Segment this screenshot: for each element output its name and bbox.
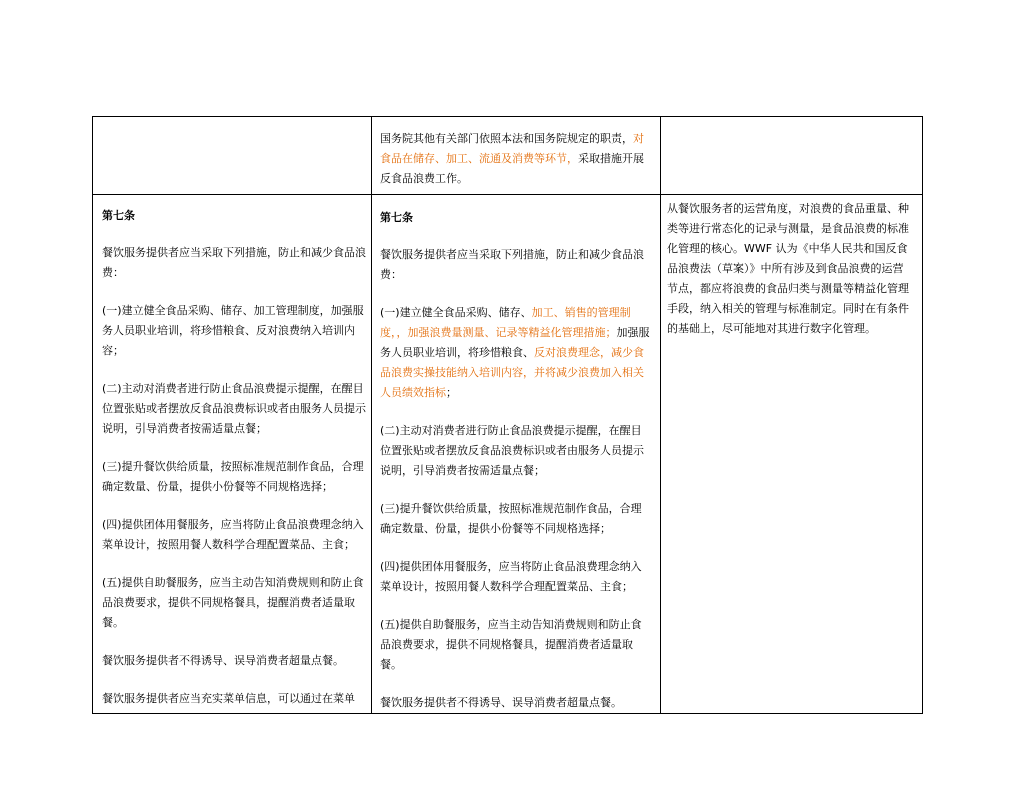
highlighted-change: 对食品在储存、加工、流通及消费等环节， — [380, 132, 644, 165]
row2-suggested-cell — [372, 195, 661, 714]
article-heading: 第七条 — [380, 211, 413, 224]
row2-original-cell — [93, 195, 372, 714]
article-paragraph-1: 餐饮服务提供者不得诱导、误导消费者超量点餐。 — [380, 696, 622, 709]
table-row — [93, 117, 923, 195]
row1-suggested-text: 国务院其他有关部门依照本法和国务院规定的职责，对食品在储存、加工、流通及消费等环节，采取措施开展反食品浪费工作。 — [380, 132, 644, 185]
article-paragraph-2: 餐饮服务提供者应当充实菜单信息，可以通过在菜单 — [102, 692, 355, 705]
article-item-2: (二)主动对消费者进行防止食品浪费提示提醒，在醒目位置张贴或者摆放反食品浪费标识或者由服务人员提示说明，引导消费者按需适量点餐； — [102, 382, 366, 435]
table-row — [93, 195, 923, 714]
article-item-1: (一)建立健全食品采购、储存、加工管理制度，加强服务人员职业培训，将珍惜粮食、反对浪费纳入培训内容； — [102, 304, 364, 357]
highlighted-change: 加工、销售的管理制度，，加强浪费量测量、记录等精益化管理措施； — [380, 306, 631, 339]
article-heading: 第七条 — [102, 209, 135, 222]
article-item-2: (二)主动对消费者进行防止食品浪费提示提醒，在醒目位置张贴或者摆放反食品浪费标识或者由服务人员提示说明，引导消费者按需适量点餐； — [380, 424, 644, 477]
article-intro: 餐饮服务提供者应当采取下列措施，防止和减少食品浪费： — [380, 248, 644, 281]
highlighted-change: 反对浪费理念，减少食品浪费实操技能纳入培训内容，并将减少浪费加入相关人员绩效指标 — [380, 346, 644, 399]
row1-suggested-cell — [372, 117, 661, 195]
article-item-3: (三)提升餐饮供给质量，按照标准规范制作食品，合理确定数量、份量，提供小份餐等不同规格选择； — [102, 460, 364, 493]
wwf-comment: 从餐饮服务者的运营角度，对浪费的食品重量、种类等进行常态化的记录与测量，是食品浪费的标准化管理的核心。WWF 认为《中华人民共和国反食品浪费法（草案）》中所有涉及到食品浪费的运营节点，都应将浪费的食品归类与测量等精益化管理手段，纳入相关的管理与标准制定。同时在有条件的基础上，尽可能地对其进行数字化管理。 — [667, 202, 909, 335]
article-item-4: (四)提供团体用餐服务，应当将防止食品浪费理念纳入菜单设计，按照用餐人数科学合理配置菜品、主食； — [380, 560, 642, 593]
article-paragraph-1: 餐饮服务提供者不得诱导、误导消费者超量点餐。 — [102, 654, 344, 667]
article-item-1: (一)建立健全食品采购、储存、加工、销售的管理制度，，加强浪费量测量、记录等精益化管理措施；加强服务人员职业培训，将珍惜粮食、反对浪费理念，减少食品浪费实操技能纳入培训内容，并将减少浪费加入相关人员绩效指标； — [380, 306, 650, 399]
article-item-3: (三)提升餐饮供给质量，按照标准规范制作食品，合理确定数量、份量，提供小份餐等不同规格选择； — [380, 502, 642, 535]
article-item-5: (五)提供自助餐服务，应当主动告知消费规则和防止食品浪费要求，提供不同规格餐具，提醒消费者适量取餐。 — [380, 618, 642, 671]
article-intro: 餐饮服务提供者应当采取下列措施，防止和减少食品浪费： — [102, 246, 366, 279]
row1-original-cell — [93, 117, 372, 195]
row1-comment-cell — [661, 117, 923, 195]
article-item-5: (五)提供自助餐服务，应当主动告知消费规则和防止食品浪费要求，提供不同规格餐具，提醒消费者适量取餐。 — [102, 576, 364, 629]
row2-comment-cell — [661, 195, 923, 714]
comparison-table — [92, 116, 923, 714]
article-item-4: (四)提供团体用餐服务，应当将防止食品浪费理念纳入菜单设计，按照用餐人数科学合理配置菜品、主食； — [102, 518, 364, 551]
